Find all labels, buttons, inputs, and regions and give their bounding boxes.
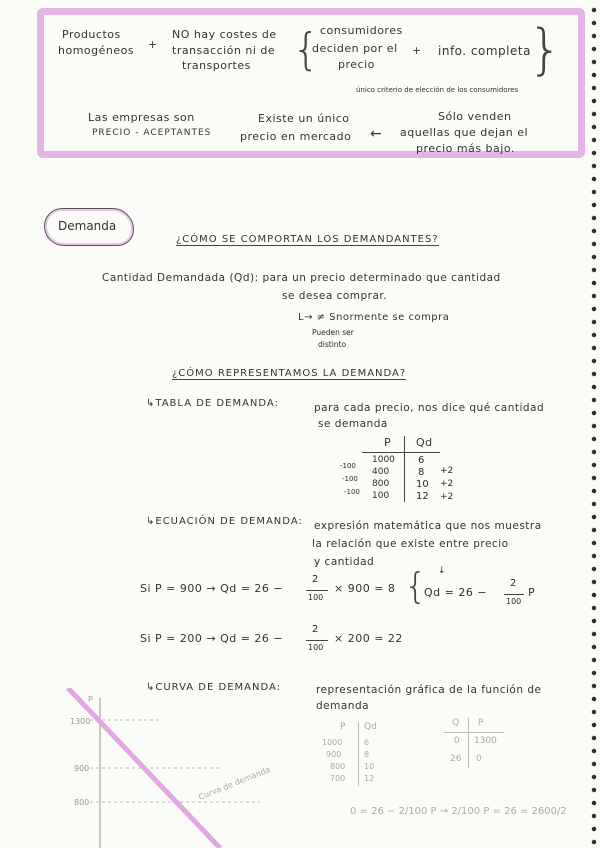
tabla-desc-b: se demanda — [318, 418, 388, 430]
summary-plus-2: + — [412, 44, 422, 57]
t3-header-p: P — [478, 718, 484, 728]
table-row: 6 — [418, 455, 425, 466]
y-tick-label: 900 — [74, 764, 90, 773]
equation-general-num: 2 — [510, 578, 517, 589]
sub-note-c: distinto — [318, 340, 347, 349]
ecuacion-desc-b: la relación que existe entre precio — [312, 538, 509, 550]
table-vline — [404, 436, 405, 502]
equation-1-fraction-bar — [306, 590, 328, 591]
summary-no-costs-c: transportes — [182, 59, 251, 72]
t2-header-p: P — [340, 722, 346, 732]
summary-sell-a: Sólo venden — [438, 110, 512, 123]
summary-firms-b: PRECIO - ACEPTANTES — [92, 128, 212, 138]
equation-1-den: 100 — [308, 593, 324, 602]
table-left-note: -100 — [342, 475, 358, 483]
ecuacion-label: ↳ECUACIÓN DE DEMANDA: — [146, 516, 303, 527]
summary-sell-b: aquellas que dejan el — [400, 126, 529, 139]
summary-consumers-b: deciden por el — [312, 42, 398, 55]
summary-sell-c: precio más bajo. — [416, 142, 515, 155]
axis-label-p: P — [88, 695, 93, 704]
table-row: 100 — [372, 491, 390, 501]
sub-note-b: Pueden ser — [312, 328, 354, 337]
curva-label: ↳CURVA DE DEMANDA: — [146, 682, 282, 693]
t2-row: 1000 — [322, 738, 343, 747]
t2-vline — [358, 722, 359, 786]
t3-row: 26 — [450, 754, 462, 764]
t3-row: 1300 — [474, 736, 497, 746]
equation-2-num: 2 — [312, 624, 319, 635]
qd-definition-b: se desea comprar. — [282, 290, 388, 302]
t2-row: 8 — [364, 750, 370, 759]
summary-criterion: único criterio de elección de los consumidores — [356, 86, 519, 94]
t2-header-qd: Qd — [364, 722, 377, 732]
left-brace-2: { — [404, 566, 427, 607]
equation-2-tail: × 200 = 22 — [334, 632, 403, 645]
tabla-label: ↳TABLA DE DEMANDA: — [146, 398, 279, 409]
ecuacion-desc-c: y cantidad — [314, 556, 375, 568]
t2-row: 800 — [330, 762, 346, 771]
table-row: 1000 — [372, 455, 395, 465]
equation-1: Si P = 900 → Qd = 26 − — [140, 582, 284, 595]
demand-curve-chart — [60, 688, 300, 848]
curva-desc-a: representación gráfica de la función de — [316, 684, 542, 696]
sub-note-a: L→ ≠ Snormente se compra — [298, 312, 450, 323]
t3-hline — [444, 732, 504, 733]
equation-1-num: 2 — [312, 574, 319, 585]
equation-1-tail: × 900 = 8 — [334, 582, 396, 595]
table-right-note: +2 — [440, 479, 454, 489]
curve-text: Curva de demanda — [197, 764, 272, 802]
summary-unique-a: Existe un único — [258, 112, 350, 125]
qd-definition-a: Cantidad Demandada (Qd): para un precio determinado que cantidad — [102, 272, 501, 284]
summary-no-costs-a: NO hay costes de — [172, 28, 277, 41]
summary-homogeneos: homogéneos — [58, 44, 135, 57]
table-left-note: -100 — [340, 462, 356, 470]
t3-row: 0 — [454, 736, 460, 746]
table-row: 10 — [416, 479, 429, 490]
summary-consumers-c: precio — [338, 58, 375, 71]
equation-general: Qd = 26 − — [424, 586, 488, 599]
y-tick-label: 1300 — [70, 717, 91, 726]
y-tick-label: 800 — [74, 798, 90, 807]
demanda-cloud-label: Demanda — [58, 219, 117, 233]
summary-no-costs-b: transacción ni de — [172, 44, 276, 57]
table-left-note: -100 — [344, 488, 360, 496]
curva-desc-b: demanda — [316, 700, 370, 712]
equation-2-fraction-bar — [306, 640, 328, 641]
table-header-qd: Qd — [416, 436, 433, 449]
question-representamos: ¿CÓMO REPRESENTAMOS LA DEMANDA? — [172, 368, 407, 379]
summary-productos: Productos — [62, 28, 121, 41]
table-row: 400 — [372, 467, 390, 477]
table-header-p: P — [384, 436, 392, 449]
summary-arrow-left: ← — [370, 126, 383, 142]
tabla-desc-a: para cada precio, nos dice qué cantidad — [314, 402, 545, 414]
right-brace-1: } — [528, 18, 563, 81]
equation-2: Si P = 200 → Qd = 26 − — [140, 632, 284, 645]
summary-plus-1: + — [148, 38, 158, 51]
table-right-note: +2 — [440, 466, 454, 476]
spiral-binding — [590, 6, 598, 846]
left-brace-1: { — [292, 24, 320, 75]
equation-general-tail: P — [528, 586, 536, 599]
table-row: 12 — [416, 491, 429, 502]
question-comportan: ¿CÓMO SE COMPORTAN LOS DEMANDANTES? — [176, 234, 439, 245]
summary-consumers-a: consumidores — [320, 24, 403, 37]
t3-row: 0 — [476, 754, 482, 764]
equation-general-den: 100 — [506, 597, 522, 606]
equation-arrow-down: ↓ — [438, 566, 446, 576]
t3-header-q: Q — [452, 718, 460, 728]
table-hline — [362, 452, 440, 453]
table-row: 8 — [418, 467, 425, 478]
t2-row: 6 — [364, 738, 370, 747]
ecuacion-desc-a: expresión matemática que nos muestra — [314, 520, 542, 532]
summary-info: info. completa — [438, 44, 531, 58]
table-row: 800 — [372, 479, 390, 489]
table-right-note: +2 — [440, 492, 454, 502]
bottom-faint-equation: 0 = 26 − 2/100 P → 2/100 P = 26 = 2600/2 — [350, 806, 567, 817]
t2-row: 12 — [364, 774, 375, 783]
t3-vline — [468, 718, 469, 768]
equation-2-den: 100 — [308, 643, 324, 652]
equation-general-fraction-bar — [504, 594, 524, 595]
summary-firms-a: Las empresas son — [88, 111, 195, 124]
t2-row: 900 — [326, 750, 342, 759]
t2-row: 10 — [364, 762, 375, 771]
t2-row: 700 — [330, 774, 346, 783]
summary-unique-b: precio en mercado — [240, 130, 352, 143]
